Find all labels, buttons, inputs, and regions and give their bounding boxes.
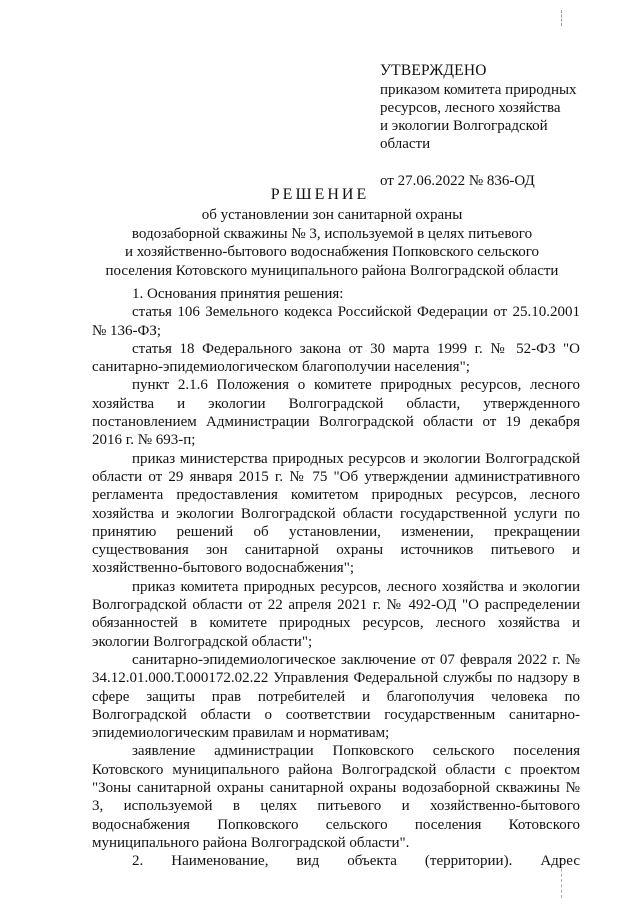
basis-paragraph: приказ комитета природных ресурсов, лесного хозяйства и экологии Волгоградской области от 22 апреля 2021 г. № 492-ОД "О распределении обязанностей в комитете природных ресурсов, лесного хозяйства и экологии Волгоградской области";	[92, 578, 580, 650]
basis-paragraph: заявление администрации Попковского сельского поселения Котовского муниципального района Волгоградской области с проектом "Зоны санитарной охраны санитарной охраны водозаборной скважины № 3, используемой в целях питьевого и хозяйственно-бытового водоснабжения Попковского сельского поселения Котовского муниципального района Волгоградской области".	[92, 743, 580, 851]
approval-order-number: от 27.06.2022 № 836-ОД	[380, 173, 535, 189]
approval-line: области	[380, 136, 431, 152]
basis-paragraph: пункт 2.1.6 Положения о комитете природных ресурсов, лесного хозяйства и экологии Волгоградской области, утвержденного постановлением Администрации Волгоградской области от 19 декабря 2016 г. № 693-п;	[92, 377, 580, 449]
document-body	[92, 285, 580, 871]
document-subtitle	[92, 206, 572, 280]
basis-paragraph: статья 106 Земельного кодекса Российской Федерации от 25.10.2001 № 136-ФЗ;	[92, 304, 580, 339]
approval-heading: УТВЕРЖДЕНО	[380, 62, 487, 79]
section-heading: 1. Основания принятия решения:	[132, 286, 344, 302]
approval-line: ресурсов, лесного хозяйства	[380, 100, 561, 116]
section-heading: 2. Наименование, вид объекта (территории). Адрес	[132, 853, 580, 870]
subtitle-line: поселения Котовского муниципального района Волгоградской области	[105, 262, 559, 279]
approval-line: приказом комитета природных	[380, 82, 577, 98]
document-title: РЕШЕНИЕ	[270, 186, 370, 203]
basis-paragraph: приказ министерства природных ресурсов и экологии Волгоградской области от 29 января 2015 г. № 75 "Об утверждении административного регламента предоставления комитетом природных ресурсов, лесного хозяйства и экологии Волгоградской области государственной услуги по принятию решений об установлении, изменении, прекращении существования зон санитарной охраны источников питьевого и хозяйственно-бытового водоснабжения";	[92, 450, 580, 577]
subtitle-line: водозаборной скважины № 3, используемой в целях питьевого	[131, 225, 533, 242]
basis-paragraph: статья 18 Федерального закона от 30 марта 1999 г. № 52-ФЗ "О санитарно-эпидемиологическом благополучии населения";	[92, 340, 580, 376]
approval-block	[380, 62, 620, 190]
basis-paragraph: санитарно-эпидемиологическое заключение от 07 февраля 2022 г. № 34.12.01.000.Т.000172.02.22 Управления Федеральной службы по надзору в сфере защиты прав потребителей и благополучия человека по Волгоградской области о соответствии государственным санитарно-эпидемиологическим правилам и нормативам;	[92, 651, 580, 742]
approval-line: и экологии Волгоградской	[380, 118, 548, 134]
scan-edge-mark	[561, 10, 563, 26]
subtitle-line: и хозяйственно-бытового водоснабжения Попковского сельского	[124, 244, 540, 260]
subtitle-line: об установлении зон санитарной охраны	[201, 207, 463, 223]
